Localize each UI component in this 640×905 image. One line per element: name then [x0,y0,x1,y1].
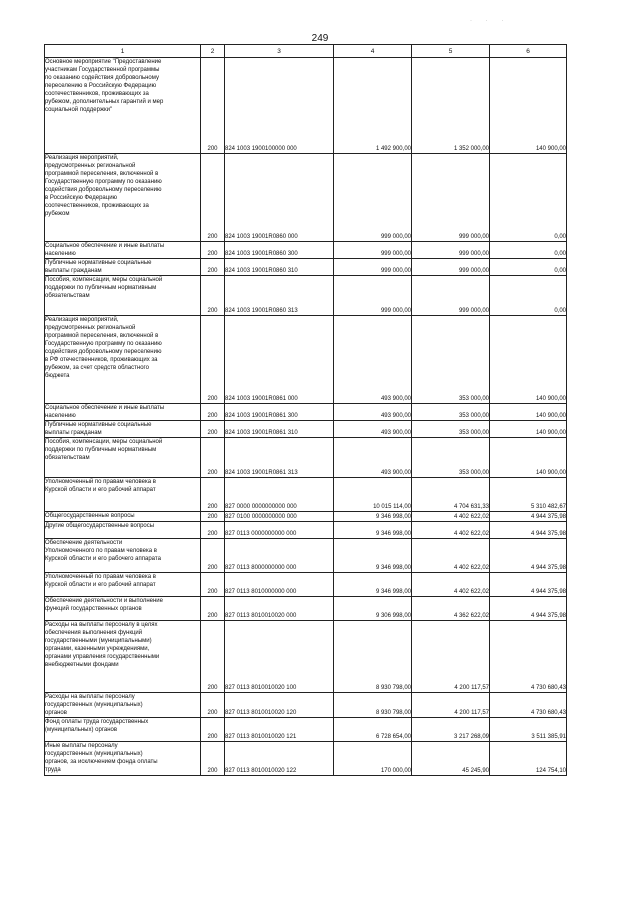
row-value-col4: 493 900,00 [334,438,412,478]
table-row [45,316,567,404]
row-org-code: 200 [201,597,225,621]
row-value-col4: 170 000,00 [334,742,412,776]
row-value-col4: 9 306 998,00 [334,597,412,621]
row-name: Расходы на выплаты персоналу государственных (муниципальных) органов [45,693,201,718]
scan-artifact: · · · [470,18,510,24]
table-row [45,478,567,512]
row-value-col4: 8 930 798,00 [334,693,412,718]
row-value-col6: 0,00 [490,259,567,276]
row-value-col5: 4 362 622,02 [412,597,490,621]
row-value-col6: 4 944 375,98 [490,597,567,621]
row-budget-code: 827 0113 8010010020 100 [225,621,334,693]
row-budget-code: 827 0113 0000000000 000 [225,522,334,539]
row-org-code: 200 [201,438,225,478]
row-value-col4: 9 346 998,00 [334,512,412,522]
row-value-col5: 4 704 631,33 [412,478,490,512]
row-name: Уполномоченный по правам человека в Курской области и его рабочий аппарат [45,573,201,597]
row-name: Основное мероприятие "Предоставление участникам Государственной программы по оказанию содействия добровольному переселению в Российскую Федерацию соотечественников, проживающих за рубежом, дополнительных гарантий и мер социальной поддержки" [45,58,201,154]
row-org-code: 200 [201,259,225,276]
row-value-col6: 140 900,00 [490,316,567,404]
table-row [45,597,567,621]
row-value-col5: 3 217 268,09 [412,718,490,742]
row-value-col6: 140 900,00 [490,438,567,478]
row-value-col4: 9 346 998,00 [334,539,412,573]
row-org-code: 200 [201,478,225,512]
table-row [45,58,567,154]
row-org-code: 200 [201,58,225,154]
row-org-code: 200 [201,404,225,421]
row-value-col4: 9 346 998,00 [334,522,412,539]
row-budget-code: 827 0113 8010010020 122 [225,742,334,776]
table-row [45,404,567,421]
row-value-col6: 140 900,00 [490,404,567,421]
row-value-col6: 140 900,00 [490,58,567,154]
row-name: Другие общегосударственные вопросы [45,522,201,539]
row-name: Реализация мероприятий, предусмотренных региональной программой переселения, включенной в Государственную программу по оказанию содействия добровольному переселению в Российскую Федерацию соотечественников, проживающих за рубежом [45,154,201,242]
header-col-5: 5 [412,45,490,58]
header-col-3: 3 [225,45,334,58]
row-value-col4: 999 000,00 [334,242,412,259]
row-value-col6: 3 511 385,91 [490,718,567,742]
row-value-col6: 0,00 [490,276,567,316]
row-budget-code: 824 1003 19001R0861 310 [225,421,334,438]
row-value-col5: 4 402 622,02 [412,522,490,539]
row-name: Уполномоченный по правам человека в Курской области и его рабочий аппарат [45,478,201,512]
row-value-col6: 124 754,10 [490,742,567,776]
row-name: Иные выплаты персоналу государственных (муниципальных) органов, за исключением фонда оплаты труда [45,742,201,776]
row-value-col5: 999 000,00 [412,276,490,316]
table-row [45,154,567,242]
header-col-1: 1 [45,45,201,58]
row-name: Общегосударственные вопросы [45,512,201,522]
row-value-col4: 9 346 998,00 [334,573,412,597]
row-org-code: 200 [201,522,225,539]
row-value-col5: 45 245,90 [412,742,490,776]
row-budget-code: 824 1003 1900100000 000 [225,58,334,154]
row-name: Реализация мероприятий, предусмотренных региональной программой переселения, включенной в Государственную программу по оказанию содействия добровольному переселению в РФ отечественников, проживающих за рубежом, за счет средств областного бюджета [45,316,201,404]
table-row [45,573,567,597]
row-value-col4: 999 000,00 [334,276,412,316]
row-value-col6: 4 944 375,98 [490,512,567,522]
row-org-code: 200 [201,718,225,742]
page-number: 249 [311,33,329,44]
row-name: Пособия, компенсации, меры социальной поддержки по публичным нормативным обязательствам [45,438,201,478]
row-value-col5: 4 200 117,57 [412,621,490,693]
table-row [45,718,567,742]
row-value-col6: 4 944 375,98 [490,573,567,597]
row-value-col4: 493 900,00 [334,404,412,421]
table-row [45,242,567,259]
row-name: Обеспечение деятельности Уполномоченного по правам человека в Курской области и его рабочего аппарата [45,539,201,573]
table-row [45,276,567,316]
table-row [45,259,567,276]
row-org-code: 200 [201,242,225,259]
row-budget-code: 827 0113 8010010020 120 [225,693,334,718]
row-value-col4: 493 900,00 [334,316,412,404]
row-value-col4: 493 900,00 [334,421,412,438]
row-name: Социальное обеспечение и иные выплаты населению [45,404,201,421]
row-budget-code: 827 0113 8010010020 000 [225,597,334,621]
row-value-col5: 999 000,00 [412,242,490,259]
row-name: Расходы на выплаты персоналу в целях обеспечения выполнения функций государственными (муниципальными) органами, казенными учреждениями, органами управления государственными внебюджетными фондами [45,621,201,693]
row-org-code: 200 [201,693,225,718]
row-name: Публичные нормативные социальные выплаты гражданам [45,421,201,438]
row-value-col4: 999 000,00 [334,259,412,276]
row-org-code: 200 [201,154,225,242]
row-budget-code: 824 1003 19001R0861 000 [225,316,334,404]
row-budget-code: 827 0113 8010000000 000 [225,573,334,597]
row-budget-code: 824 1003 19001R0861 313 [225,438,334,478]
row-name: Публичные нормативные социальные выплаты гражданам [45,259,201,276]
row-value-col5: 353 000,00 [412,438,490,478]
row-budget-code: 827 0113 8000000000 000 [225,539,334,573]
row-org-code: 200 [201,421,225,438]
row-value-col5: 4 402 622,02 [412,539,490,573]
row-org-code: 200 [201,276,225,316]
row-value-col5: 353 000,00 [412,316,490,404]
header-col-2: 2 [201,45,225,58]
row-budget-code: 824 1003 19001R0860 000 [225,154,334,242]
row-name: Социальное обеспечение и иные выплаты населению [45,242,201,259]
row-value-col6: 5 310 482,67 [490,478,567,512]
row-budget-code: 827 0113 8010010020 121 [225,718,334,742]
row-budget-code: 824 1003 19001R0860 313 [225,276,334,316]
row-value-col6: 0,00 [490,242,567,259]
row-value-col6: 4 944 375,98 [490,522,567,539]
row-value-col5: 353 000,00 [412,404,490,421]
row-value-col6: 4 730 680,43 [490,621,567,693]
budget-table [44,44,567,776]
row-value-col6: 4 944 375,98 [490,539,567,573]
row-value-col5: 999 000,00 [412,154,490,242]
row-value-col5: 1 352 000,00 [412,58,490,154]
row-org-code: 200 [201,539,225,573]
row-value-col4: 10 015 114,00 [334,478,412,512]
row-value-col4: 999 000,00 [334,154,412,242]
row-budget-code: 824 1003 19001R0861 300 [225,404,334,421]
row-name: Обеспечение деятельности и выполнение функций государственных органов [45,597,201,621]
row-org-code: 200 [201,742,225,776]
row-value-col4: 6 728 654,00 [334,718,412,742]
table-row [45,539,567,573]
header-col-4: 4 [334,45,412,58]
row-value-col4: 1 492 900,00 [334,58,412,154]
row-name: Фонд оплаты труда государственных (муниципальных) органов [45,718,201,742]
table-row [45,621,567,693]
header-col-6: 6 [490,45,567,58]
row-value-col5: 4 402 622,02 [412,573,490,597]
row-value-col6: 4 730 680,43 [490,693,567,718]
row-value-col4: 8 930 798,00 [334,621,412,693]
table-header-row [45,45,567,58]
table-row [45,512,567,522]
row-value-col5: 4 200 117,57 [412,693,490,718]
row-value-col5: 353 000,00 [412,421,490,438]
row-org-code: 200 [201,512,225,522]
row-name: Пособия, компенсации, меры социальной поддержки по публичным нормативным обязательствам [45,276,201,316]
table-row [45,742,567,776]
row-value-col5: 4 402 622,02 [412,512,490,522]
row-value-col6: 0,00 [490,154,567,242]
table-row [45,522,567,539]
row-value-col5: 999 000,00 [412,259,490,276]
table-row [45,421,567,438]
row-budget-code: 824 1003 19001R0860 310 [225,259,334,276]
table-row [45,438,567,478]
row-budget-code: 827 0100 0000000000 000 [225,512,334,522]
row-org-code: 200 [201,621,225,693]
row-org-code: 200 [201,573,225,597]
row-value-col6: 140 900,00 [490,421,567,438]
row-budget-code: 827 0000 0000000000 000 [225,478,334,512]
row-org-code: 200 [201,316,225,404]
row-budget-code: 824 1003 19001R0860 300 [225,242,334,259]
table-row [45,693,567,718]
